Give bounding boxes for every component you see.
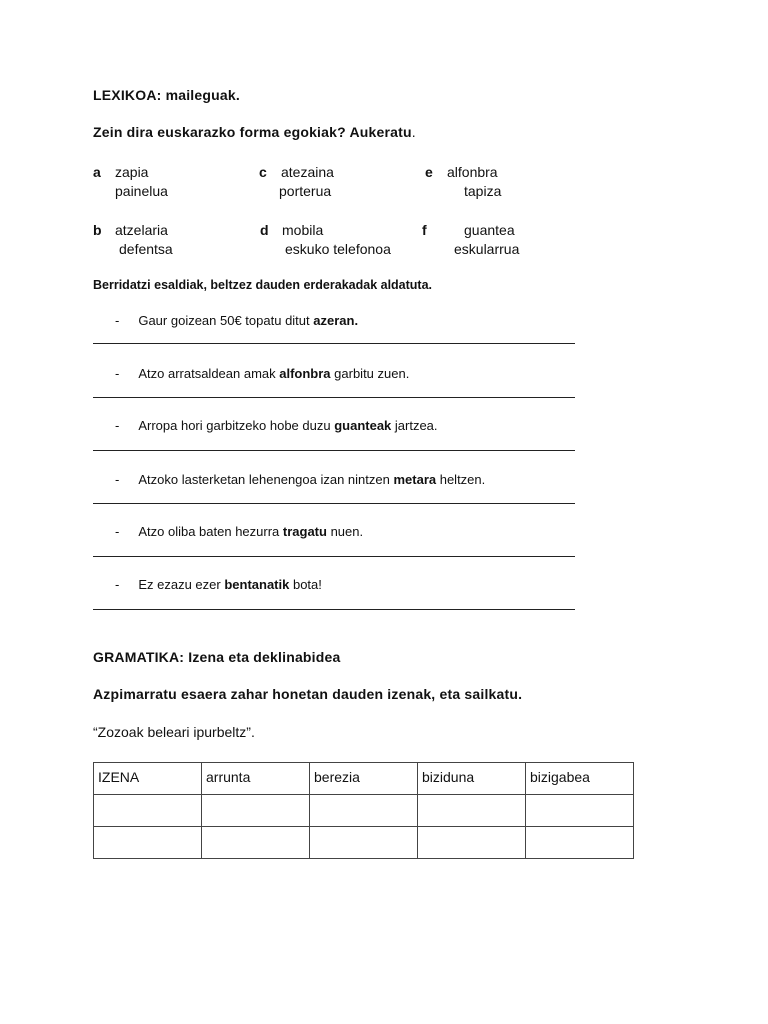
- table-header-cell: arrunta: [202, 763, 310, 795]
- sentence-item: [115, 524, 363, 539]
- option-letter-a: a: [93, 164, 101, 180]
- berridatzi-instruction: Berridatzi esaldiak, beltzez dauden erderakadak aldatuta.: [93, 278, 433, 292]
- sentence-text: Atzoko lasterketan lehenengoa izan nintzen: [138, 472, 394, 487]
- sentence-item: [115, 418, 438, 433]
- section-title-gramatika: GRAMATIKA: Izena eta deklinabidea: [93, 649, 341, 665]
- sentence-item: [115, 366, 409, 381]
- lexikoa-question: [93, 124, 416, 140]
- sentence-bold-word: azeran.: [313, 313, 359, 328]
- gramatika-instruction: Azpimarratu esaera zahar honetan dauden izenak, eta sailkatu.: [93, 686, 523, 702]
- table-header-cell: berezia: [310, 763, 418, 795]
- sentence-item: [115, 472, 485, 487]
- sentence-item: [115, 577, 322, 592]
- table-header-cell: IZENA: [94, 763, 202, 795]
- sentence-text: Arropa hori garbitzeko hobe duzu: [138, 418, 335, 433]
- table-header-cell: biziduna: [418, 763, 526, 795]
- option-letter-b: b: [93, 222, 102, 238]
- sentence-text: Atzo arratsaldean amak: [138, 366, 280, 381]
- option-e-first: alfonbra: [447, 164, 498, 180]
- option-b-second: defentsa: [119, 241, 173, 257]
- sentence-bold-word: bentanatik: [224, 577, 290, 592]
- answer-line[interactable]: [93, 503, 575, 504]
- option-letter-f: f: [422, 222, 427, 238]
- sentence-tail: bota!: [289, 577, 322, 592]
- table-cell[interactable]: [310, 795, 418, 827]
- sentence-bold-word: tragatu: [282, 524, 327, 539]
- sentence-text: Ez ezazu ezer: [138, 577, 225, 592]
- answer-line[interactable]: [93, 343, 575, 344]
- option-a-second: painelua: [115, 183, 168, 199]
- question-period: .: [411, 124, 416, 140]
- option-a-first: zapia: [115, 164, 149, 180]
- option-letter-d: d: [260, 222, 269, 238]
- sentence-text: Gaur goizean 50€ topatu ditut: [138, 313, 314, 328]
- sentence-tail: heltzen.: [436, 472, 486, 487]
- section-title-lexikoa: LEXIKOA: maileguak.: [93, 87, 240, 103]
- table-header-cell: bizigabea: [526, 763, 634, 795]
- sentence-tail: jartzea.: [391, 418, 438, 433]
- table-cell[interactable]: [526, 795, 634, 827]
- sentence-item: [115, 313, 358, 328]
- table-cell[interactable]: [202, 827, 310, 859]
- table-cell[interactable]: [94, 795, 202, 827]
- list-dash: -: [115, 472, 120, 487]
- sentence-bold-word: metara: [393, 472, 437, 487]
- table-cell[interactable]: [526, 827, 634, 859]
- table-row: [94, 795, 634, 827]
- option-letter-e: e: [425, 164, 433, 180]
- list-dash: -: [115, 366, 120, 381]
- answer-line[interactable]: [93, 450, 575, 451]
- table-cell[interactable]: [418, 795, 526, 827]
- list-dash: -: [115, 577, 120, 592]
- table-row: [94, 827, 634, 859]
- sentence-text: Atzo oliba baten hezurra: [138, 524, 283, 539]
- option-c-second: porterua: [279, 183, 332, 199]
- list-dash: -: [115, 418, 120, 433]
- option-e-second: tapiza: [464, 183, 502, 199]
- classification-table: [93, 762, 634, 859]
- sentence-tail: garbitu zuen.: [330, 366, 410, 381]
- option-f-first: guantea: [464, 222, 515, 238]
- option-c-first: atezaina: [281, 164, 334, 180]
- option-d-first: mobila: [282, 222, 324, 238]
- table-header-row: [94, 763, 634, 795]
- option-f-second: eskularrua: [454, 241, 520, 257]
- answer-line[interactable]: [93, 609, 575, 610]
- sentence-bold-word: guanteak: [334, 418, 392, 433]
- option-b-first: atzelaria: [115, 222, 168, 238]
- list-dash: -: [115, 313, 120, 328]
- proverb-quote: “Zozoak beleari ipurbeltz”.: [93, 724, 255, 740]
- table-cell[interactable]: [310, 827, 418, 859]
- sentence-bold-word: alfonbra: [279, 366, 331, 381]
- table-cell[interactable]: [202, 795, 310, 827]
- table-cell[interactable]: [418, 827, 526, 859]
- table-cell[interactable]: [94, 827, 202, 859]
- option-d-second: eskuko telefonoa: [285, 241, 391, 257]
- list-dash: -: [115, 524, 120, 539]
- sentence-tail: nuen.: [326, 524, 364, 539]
- answer-line[interactable]: [93, 397, 575, 398]
- answer-line[interactable]: [93, 556, 575, 557]
- question-text: Zein dira euskarazko forma egokiak? Aukeratu: [93, 124, 412, 140]
- option-letter-c: c: [259, 164, 267, 180]
